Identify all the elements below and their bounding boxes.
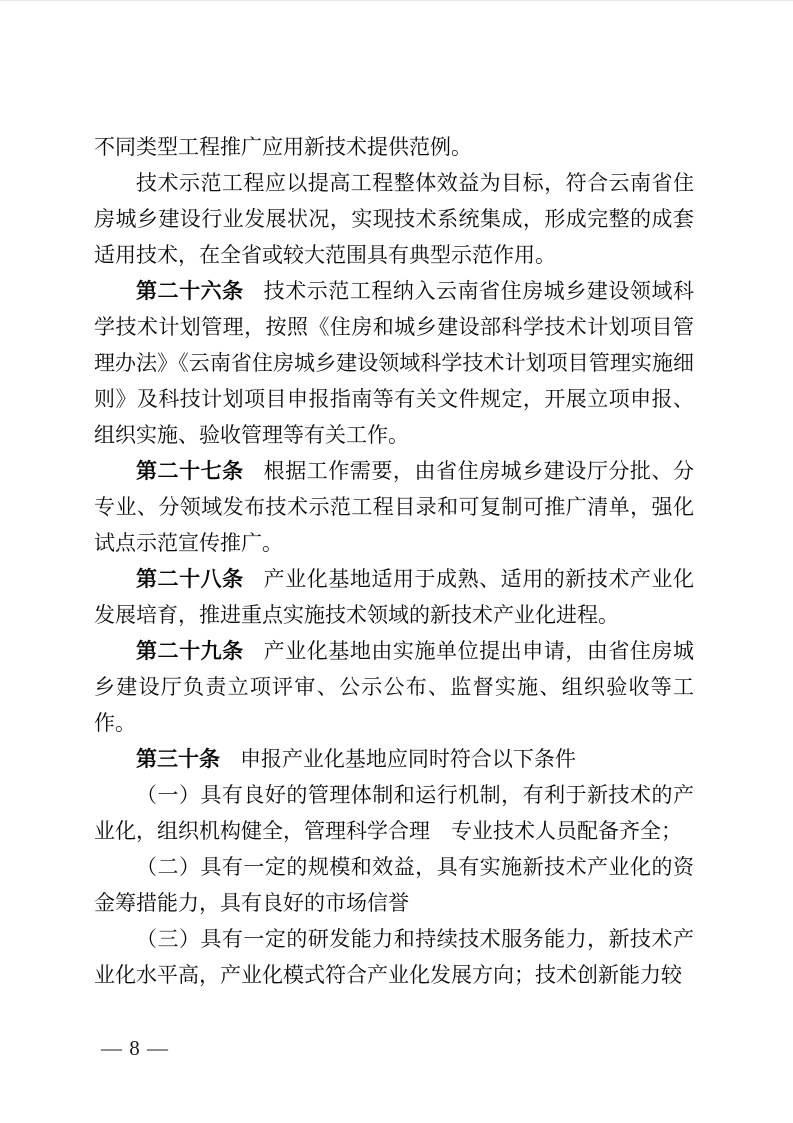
paragraph-text: 技术示范工程纳入云南省住房城乡建设领域科学技术计划管理，按照《住房和城乡建设部科学技术计划项目管理办法》《云南省住房城乡建设领域科学技术计划项目管理实施细则》及科技计划项目申报指南等有关文件规定，开展立项申报、组织实施、验收管理等有关工作。 xyxy=(94,280,695,447)
paragraph-text: 根据工作需要，由省住房城乡建设厅分批、分专业、分领域发布技术示范工程目录和可复制可推广清单，强化试点示范宣传推广。 xyxy=(94,460,695,555)
paragraph-text: （三）具有一定的研发能力和持续技术服务能力，新技术产业化水平高，产业化模式符合产业化发展方向；技术创新能力较 xyxy=(94,928,694,987)
paragraph-text: 技术示范工程应以提高工程整体效益为目标，符合云南省住房城乡建设行业发展状况，实现技术系统集成，形成完整的成套适用技术，在全省或较大范围具有典型示范作用。 xyxy=(94,172,694,267)
paragraph xyxy=(94,562,694,634)
paragraph-text: 申报产业化基地应同时符合以下条件 xyxy=(239,748,576,771)
paragraph-text: 产业化基地适用于成熟、适用的新技术产业化发展培育，推进重点实施技术领域的新技术产业化进程。 xyxy=(94,568,695,627)
paragraph-text: 产业化基地由实施单位提出申请，由省住房城乡建设厅负责立项评审、公示公布、监督实施、组织验收等工作。 xyxy=(94,640,695,735)
article-number: 第三十条 xyxy=(136,748,220,771)
paragraph xyxy=(94,274,694,454)
document-body xyxy=(94,130,694,994)
paragraph xyxy=(94,742,694,778)
paragraph xyxy=(94,778,694,850)
page-number: — 8 — xyxy=(101,1036,169,1060)
article-number: 第二十六条 xyxy=(136,280,244,303)
article-number: 第二十七条 xyxy=(136,460,244,483)
paragraph-text: 不同类型工程推广应用新技术提供范例。 xyxy=(94,136,472,159)
paragraph-text: （二）具有一定的规模和效益，具有实施新技术产业化的资金筹措能力，具有良好的市场信誉 xyxy=(94,856,694,915)
page-footer xyxy=(101,1035,169,1061)
paragraph xyxy=(94,850,694,922)
paragraph xyxy=(94,166,694,274)
paragraph xyxy=(94,454,694,562)
article-number: 第二十八条 xyxy=(136,568,244,591)
paragraph xyxy=(94,634,694,742)
paragraph-text: （一）具有良好的管理体制和运行机制，有利于新技术的产业化，组织机构健全，管理科学合理 专业技术人员配备齐全； xyxy=(94,784,694,843)
article-number: 第二十九条 xyxy=(136,640,244,663)
paragraph xyxy=(94,130,694,166)
paragraph xyxy=(94,922,694,994)
